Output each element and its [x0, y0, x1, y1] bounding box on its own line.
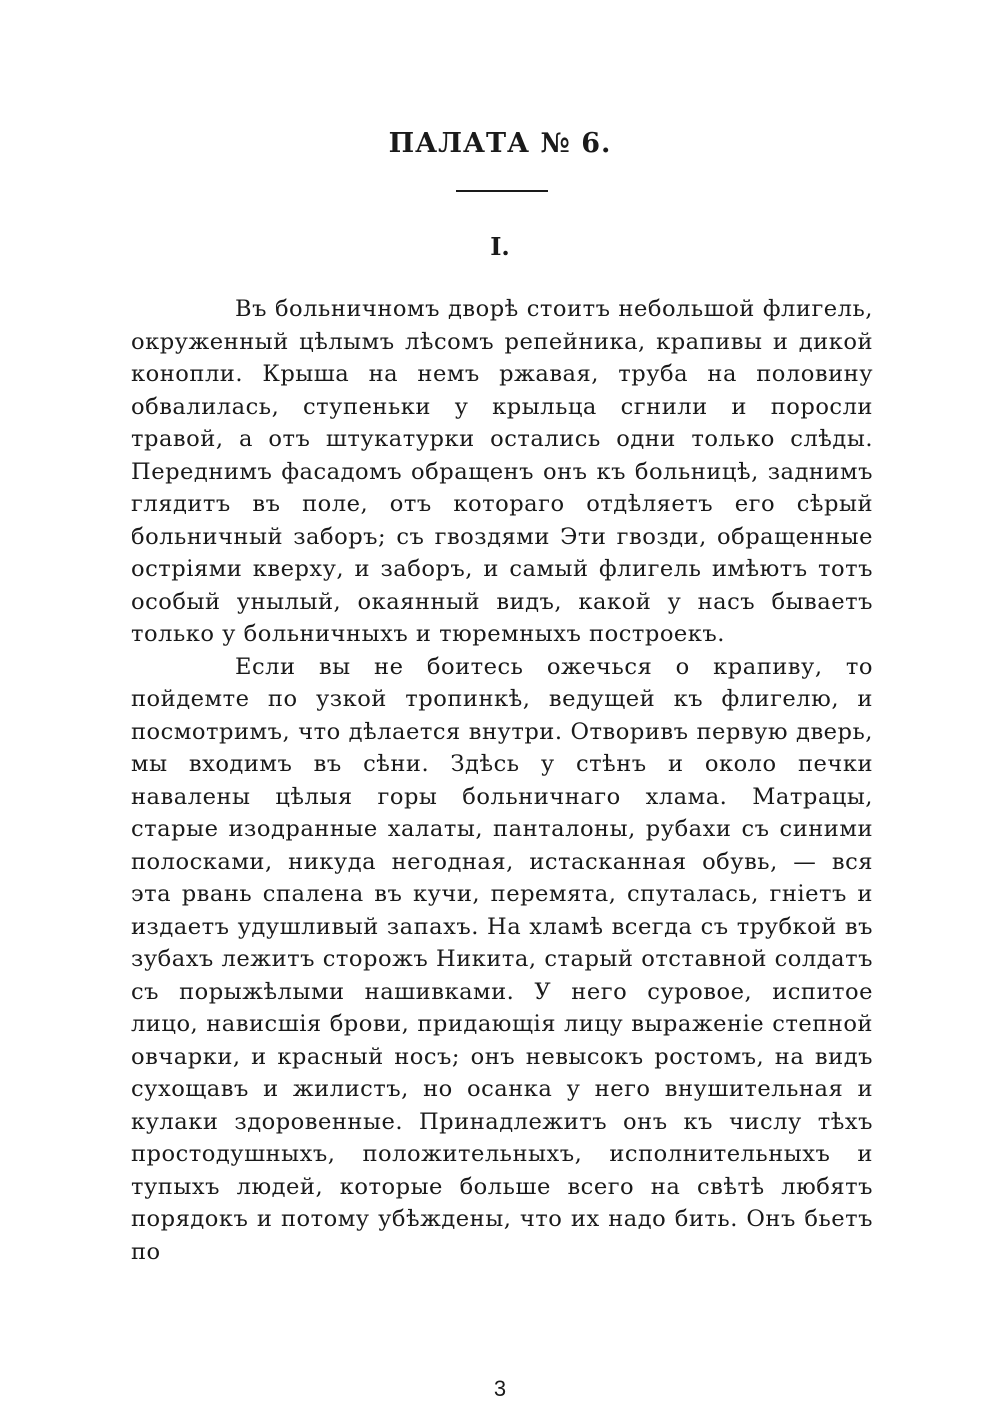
body-text	[131, 293, 873, 1268]
page-title: ПАЛАТА № 6.	[388, 128, 612, 159]
page-number: 3	[493, 1376, 507, 1401]
chapter-heading: I.	[490, 232, 510, 261]
paragraph-1: Въ больничномъ дворѣ стоитъ небольшой флигель, окруженный цѣлымъ лѣсомъ репейника, крапивы и дикой конопли. Крыша на немъ ржавая, труба на половину обвалилась, ступеньки у крыльца сгнили и поросли травой, а отъ штукатурки остались одни только слѣды. Переднимъ фасадомъ обращенъ онъ къ больницѣ, заднимъ глядитъ въ поле, отъ котораго отдѣляетъ его сѣрый больничный заборъ; съ гвоздями Эти гвозди, обращенные остріями кверху, и заборъ, и самый флигель имѣютъ тотъ особый унылый, окаянный видъ, какой у насъ бываетъ только у больничныхъ и тюремныхъ построекъ.	[131, 296, 873, 647]
title-divider	[456, 190, 548, 192]
paragraph-2: Если вы не боитесь ожечься о крапиву, то пойдемте по узкой тропинкѣ, ведущей къ флигелю, и посмотримъ, что дѣлается внутри. Отворивъ первую дверь, мы входимъ въ сѣни. Здѣсь у стѣнъ и около печки навалены цѣлыя горы больничнаго хлама. Матрацы, старые изодранные халаты, панталоны, рубахи съ синими полосками, никуда негодная, истасканная обувь, — вся эта рвань спалена въ кучи, перемята, спуталась, гніетъ и издаетъ удушливый запахъ. На хламѣ всегда съ трубкой въ зубахъ лежитъ сторожъ Никита, старый отставной солдатъ съ порыжѣлыми нашивками. У него суровое, испитое лицо, нависшія брови, придающія лицу выраженіе степной овчарки, и красный носъ; онъ невысокъ ростомъ, на видъ сухощавъ и жилистъ, но осанка у него внушительная и кулаки здоровенные. Принадлежитъ онъ къ числу тѣхъ простодушныхъ, положительныхъ, исполнительныхъ и тупыхъ людей, которые больше всего на свѣтѣ любятъ порядокъ и потому убѣждены, что их надо бить. Онъ бьетъ по	[131, 653, 873, 1265]
